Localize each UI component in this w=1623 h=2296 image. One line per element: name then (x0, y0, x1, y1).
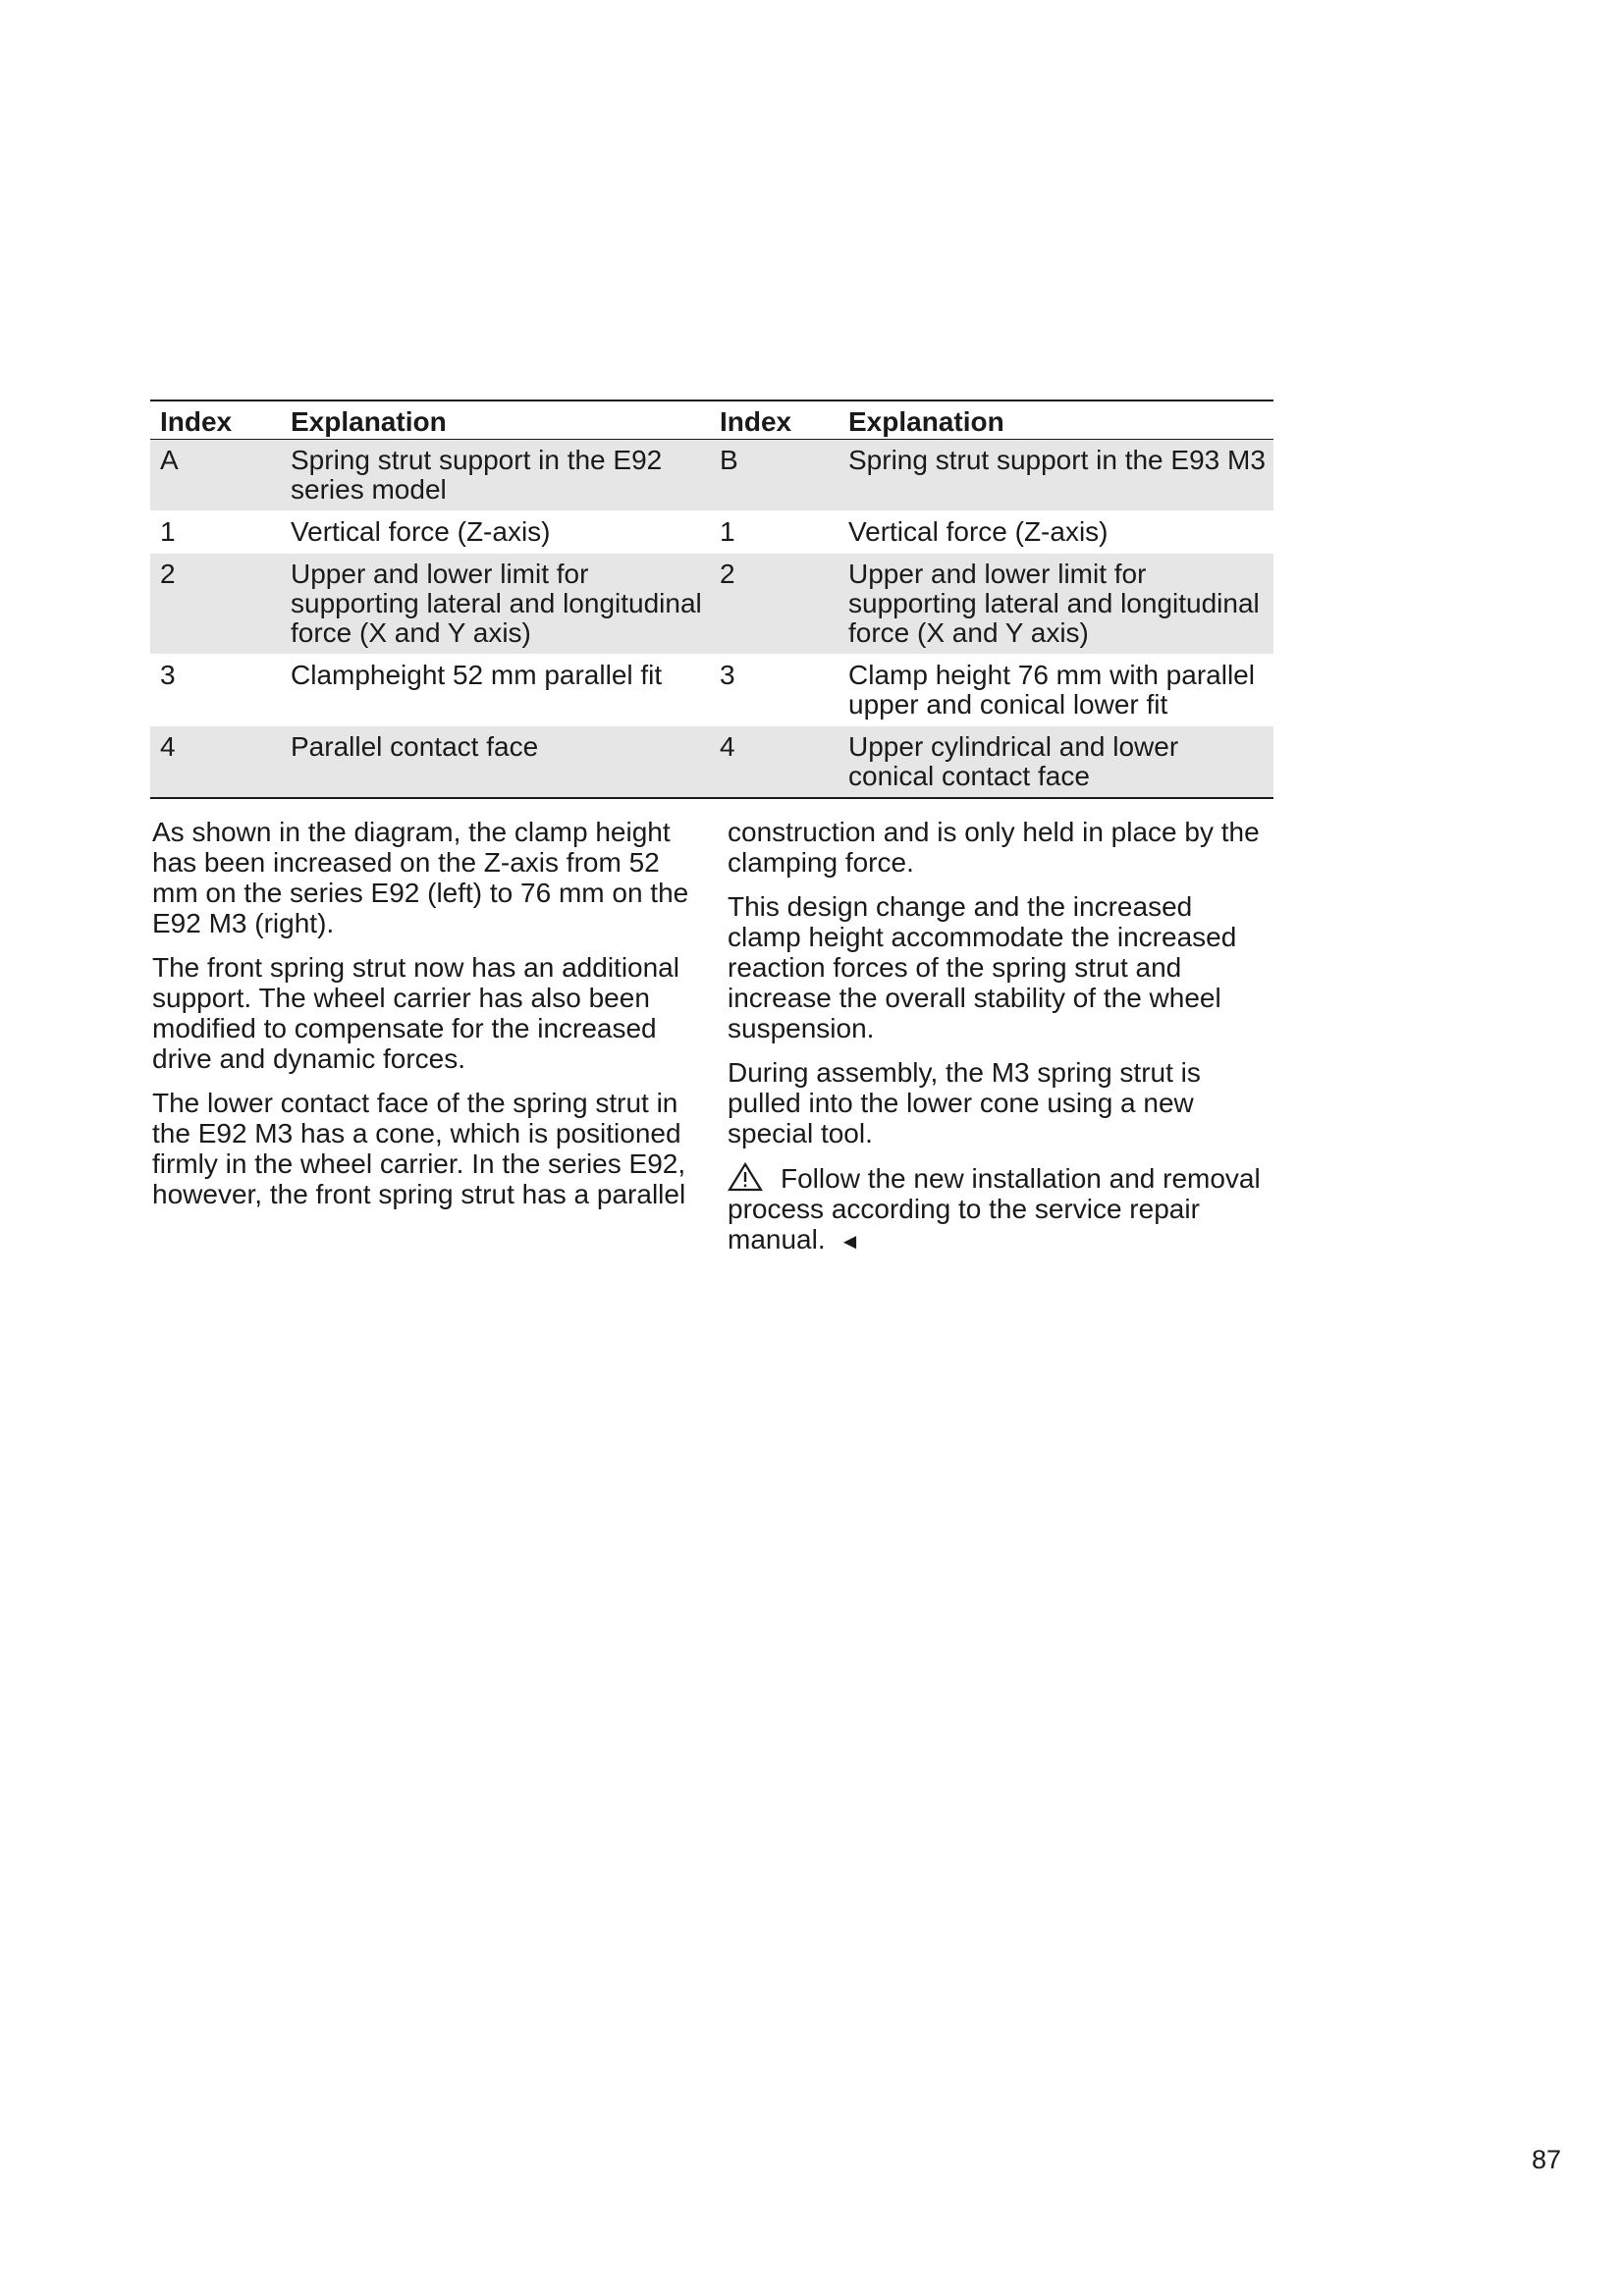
cell-index-a: A (150, 440, 281, 511)
table-row (150, 655, 1273, 726)
cell-explanation-b: Upper cylindrical and lower conical contact face (839, 726, 1273, 799)
table-row (150, 726, 1273, 799)
table-row (150, 440, 1273, 511)
header-index-a: Index (150, 400, 281, 440)
cell-explanation-a: Spring strut support in the E92 series model (281, 440, 710, 511)
cell-index-b: 4 (710, 726, 839, 799)
cell-explanation-b: Clamp height 76 mm with parallel upper and conical lower fit (839, 655, 1273, 726)
warning-note (728, 1162, 1272, 1256)
header-explanation-b: Explanation (839, 400, 1273, 440)
header-index-b: Index (710, 400, 839, 440)
cell-index-b: 3 (710, 655, 839, 726)
legend-table (150, 400, 1273, 799)
body-paragraph: construction and is only held in place by the clamping force. (728, 817, 1260, 878)
body-text-right-column (728, 817, 1272, 1270)
cell-explanation-a: Parallel contact face (281, 726, 710, 799)
page-number: 87 (1532, 2145, 1562, 2174)
cell-index-a: 3 (150, 655, 281, 726)
cell-index-a: 4 (150, 726, 281, 799)
body-paragraph: This design change and the increased clamp height accommodate the increased reaction forces of the spring strut and increase the overall stability of the wheel suspension. (728, 891, 1237, 1043)
legend-header-row (150, 400, 1273, 440)
end-marker: ◄ (839, 1229, 861, 1254)
cell-explanation-a: Clampheight 52 mm parallel fit (281, 655, 710, 726)
table-row (150, 511, 1273, 554)
warning-triangle-icon (728, 1162, 763, 1192)
body-text-left-column (152, 817, 697, 1223)
cell-explanation-a: Vertical force (Z-axis) (281, 511, 710, 554)
cell-index-a: 2 (150, 554, 281, 655)
cell-explanation-a: Upper and lower limit for supporting lateral and longitudinal force (X and Y axis) (281, 554, 710, 655)
cell-index-b: 1 (710, 511, 839, 554)
cell-explanation-b: Upper and lower limit for supporting lateral and longitudinal force (X and Y axis) (839, 554, 1273, 655)
cell-index-b: 2 (710, 554, 839, 655)
header-explanation-a: Explanation (281, 400, 710, 440)
table-row (150, 554, 1273, 655)
cell-explanation-b: Spring strut support in the E93 M3 (839, 440, 1273, 511)
cell-index-b: B (710, 440, 839, 511)
cell-explanation-b: Vertical force (Z-axis) (839, 511, 1273, 554)
body-paragraph: The front spring strut now has an additional support. The wheel carrier has also been modified to compensate for the increased drive and dynamic forces. (152, 952, 679, 1074)
body-paragraph: As shown in the diagram, the clamp height has been increased on the Z-axis from 52 mm on the series E92 (left) to 76 mm on the E92 M3 (right). (152, 817, 689, 938)
warning-text: Follow the new installation and removal process according to the service repair manual. (728, 1163, 1261, 1255)
body-paragraph: The lower contact face of the spring strut in the E92 M3 has a cone, which is positioned firmly in the wheel carrier. In the series E92, however, the front spring strut has a parallel (152, 1088, 686, 1209)
cell-index-a: 1 (150, 511, 281, 554)
body-paragraph: During assembly, the M3 spring strut is pulled into the lower cone using a new special tool. (728, 1057, 1201, 1148)
